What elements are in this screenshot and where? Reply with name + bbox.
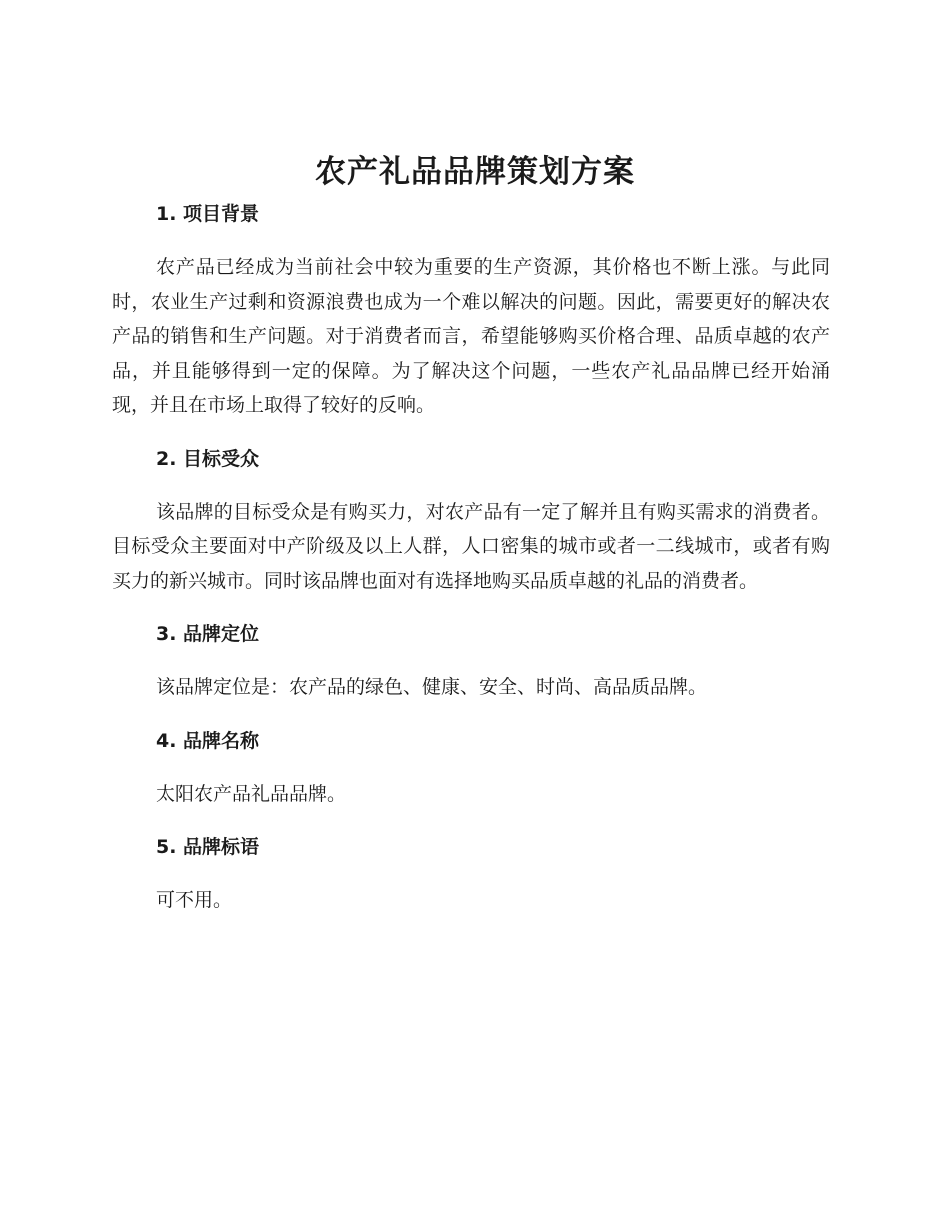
section-paragraph: 该品牌定位是：农产品的绿色、健康、安全、时尚、高品质品牌。 [156,676,708,698]
section-brand-positioning [112,620,830,727]
section-heading: 1. 项目背景 [156,203,260,225]
section-heading: 3. 品牌定位 [156,623,260,645]
section-paragraph: 可不用。 [156,889,233,911]
section-heading: 5. 品牌标语 [156,836,260,858]
section-paragraph: 农产品已经成为当前社会中较为重要的生产资源，其价格也不断上涨。与此同时，农业生产过剩和资源浪费也成为一个难以解决的问题。因此，需要更好的解决农产品的销售和生产问题。对于消费者而言，希望能够购买价格合理、品质卓越的农产品，并且能够得到一定的保障。为了解决这个问题，一些农产礼品品牌已经开始涌现，并且在市场上取得了较好的反响。 [112,256,830,416]
section-heading: 2. 目标受众 [156,447,260,470]
section-target-audience [112,445,830,621]
section-project-background [112,200,830,445]
document-body [112,200,830,918]
section-heading: 4. 品牌名称 [156,729,260,752]
document-title: 农产礼品品牌策划方案 [315,154,635,190]
section-brand-slogan [112,833,830,918]
section-paragraph: 该品牌的目标受众是有购买力，对农产品有一定了解并且有购买需求的消费者。目标受众主要面对中产阶级及以上人群，人口密集的城市或者一二线城市，或者有购买力的新兴城市。同时该品牌也面对有选择地购买品质卓越的礼品的消费者。 [112,500,830,592]
section-paragraph: 太阳农产品礼品品牌。 [156,782,347,805]
section-brand-name [112,727,830,834]
